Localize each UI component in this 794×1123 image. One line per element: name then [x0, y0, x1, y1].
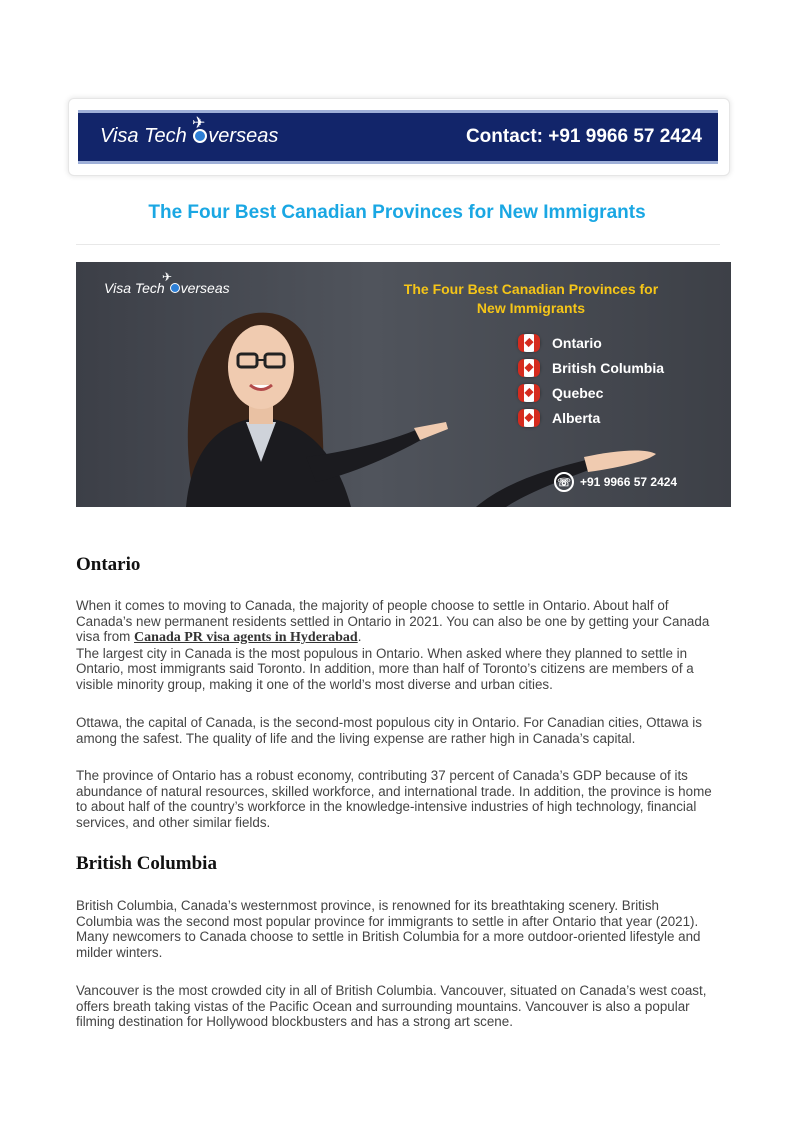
visa-tech-overseas-logo[interactable] — [100, 115, 279, 155]
paragraph: Vancouver is the most crowded city in all of British Columbia. Vancouver, situated on Canada’s west coast, offers breath taking vistas of the Pacific Ocean and surrounding mountains. Vancouver is also a popular filming destination for Hollywood blockbusters and has a strong art scene. — [76, 983, 707, 1029]
hero-heading — [366, 280, 696, 318]
airplane-icon: ✈ — [192, 115, 206, 132]
canada-flag-icon — [518, 359, 540, 377]
paragraph-text: When it comes to moving to Canada, the majority of people choose to settle in Ontario. About half of Canada’s new permanent residents settled in Ontario in 2021. You can also be one by getting your Canada visa from — [76, 598, 710, 644]
contact-phone: Contact: +91 9966 57 2424 — [465, 126, 702, 147]
bc-paragraph-1 — [76, 898, 716, 960]
section-ontario — [76, 554, 716, 576]
canada-flag-icon — [518, 334, 540, 352]
list-item — [518, 405, 664, 430]
canada-pr-visa-agents-link[interactable]: Canada PR visa agents in Hyderabad — [134, 630, 358, 645]
list-item — [518, 330, 664, 355]
section-heading: British Columbia — [76, 853, 217, 874]
logo-text-suffix: verseas — [208, 125, 279, 147]
hero-logo-text-suffix: verseas — [180, 280, 230, 296]
section-british-columbia — [76, 853, 716, 875]
page-title: The Four Best Canadian Provinces for New Immigrants — [148, 202, 646, 223]
divider — [76, 244, 720, 245]
ontario-paragraph-3 — [76, 768, 716, 830]
list-item — [518, 355, 664, 380]
section-heading: Ontario — [76, 554, 141, 575]
province-label: Ontario — [552, 334, 602, 351]
paragraph: Ottawa, the capital of Canada, is the second-most populous city in Ontario. For Canadian cities, Ottawa is among the safest. The quality of life and the living expense are rather high in Canada’s capital. — [76, 715, 702, 746]
paragraph-text: . — [357, 629, 362, 644]
airplane-icon: ✈ — [162, 270, 173, 284]
province-label: Quebec — [552, 384, 604, 401]
hero-heading-line: New Immigrants — [476, 300, 586, 316]
logo-text: Visa Tech — [100, 125, 187, 147]
hero-phone-number: +91 9966 57 2424 — [580, 475, 678, 489]
hero-heading-line: The Four Best Canadian Provinces for — [403, 281, 659, 297]
ontario-paragraph-2 — [76, 715, 716, 746]
hero-phone — [554, 472, 677, 492]
paragraph: The province of Ontario has a robust economy, contributing 37 percent of Canada’s GDP because of its abundance of natural resources, skilled workforce, and international trade. In addition, the province is home to about half of the country’s workforce in the knowledge-intensive industries of high technology, financial services, and other similar fields. — [76, 768, 712, 830]
paragraph-text: The largest city in Canada is the most populous in Ontario. When asked where they planned to settle in Ontario, most immigrants said Toronto. In addition, more than half of Toronto’s citizens are members of a visible minority group, making it one of the world’s most diverse and urban cities. — [76, 645, 694, 692]
province-label: Alberta — [552, 409, 601, 426]
phone-icon: ☏ — [554, 472, 574, 492]
ontario-paragraph-1 — [76, 598, 716, 692]
list-item — [518, 380, 664, 405]
province-label: British Columbia — [552, 359, 665, 376]
hero-logo-text: Visa Tech — [104, 280, 165, 296]
hero-image — [76, 262, 731, 507]
canada-flag-icon — [518, 409, 540, 427]
paragraph — [76, 598, 716, 692]
canada-flag-icon — [518, 384, 540, 402]
bc-paragraph-2 — [76, 983, 716, 1030]
province-list — [518, 330, 664, 430]
header-banner — [78, 110, 718, 164]
paragraph: British Columbia, Canada’s westernmost province, is renowned for its breathtaking scenery. British Columbia was the second most popular province for immigrants to settle in after Ontario that year (2021). Many newcomers to Canada choose to settle in British Columbia for a more outdoor-oriented lifestyle and milder winters. — [76, 898, 701, 960]
